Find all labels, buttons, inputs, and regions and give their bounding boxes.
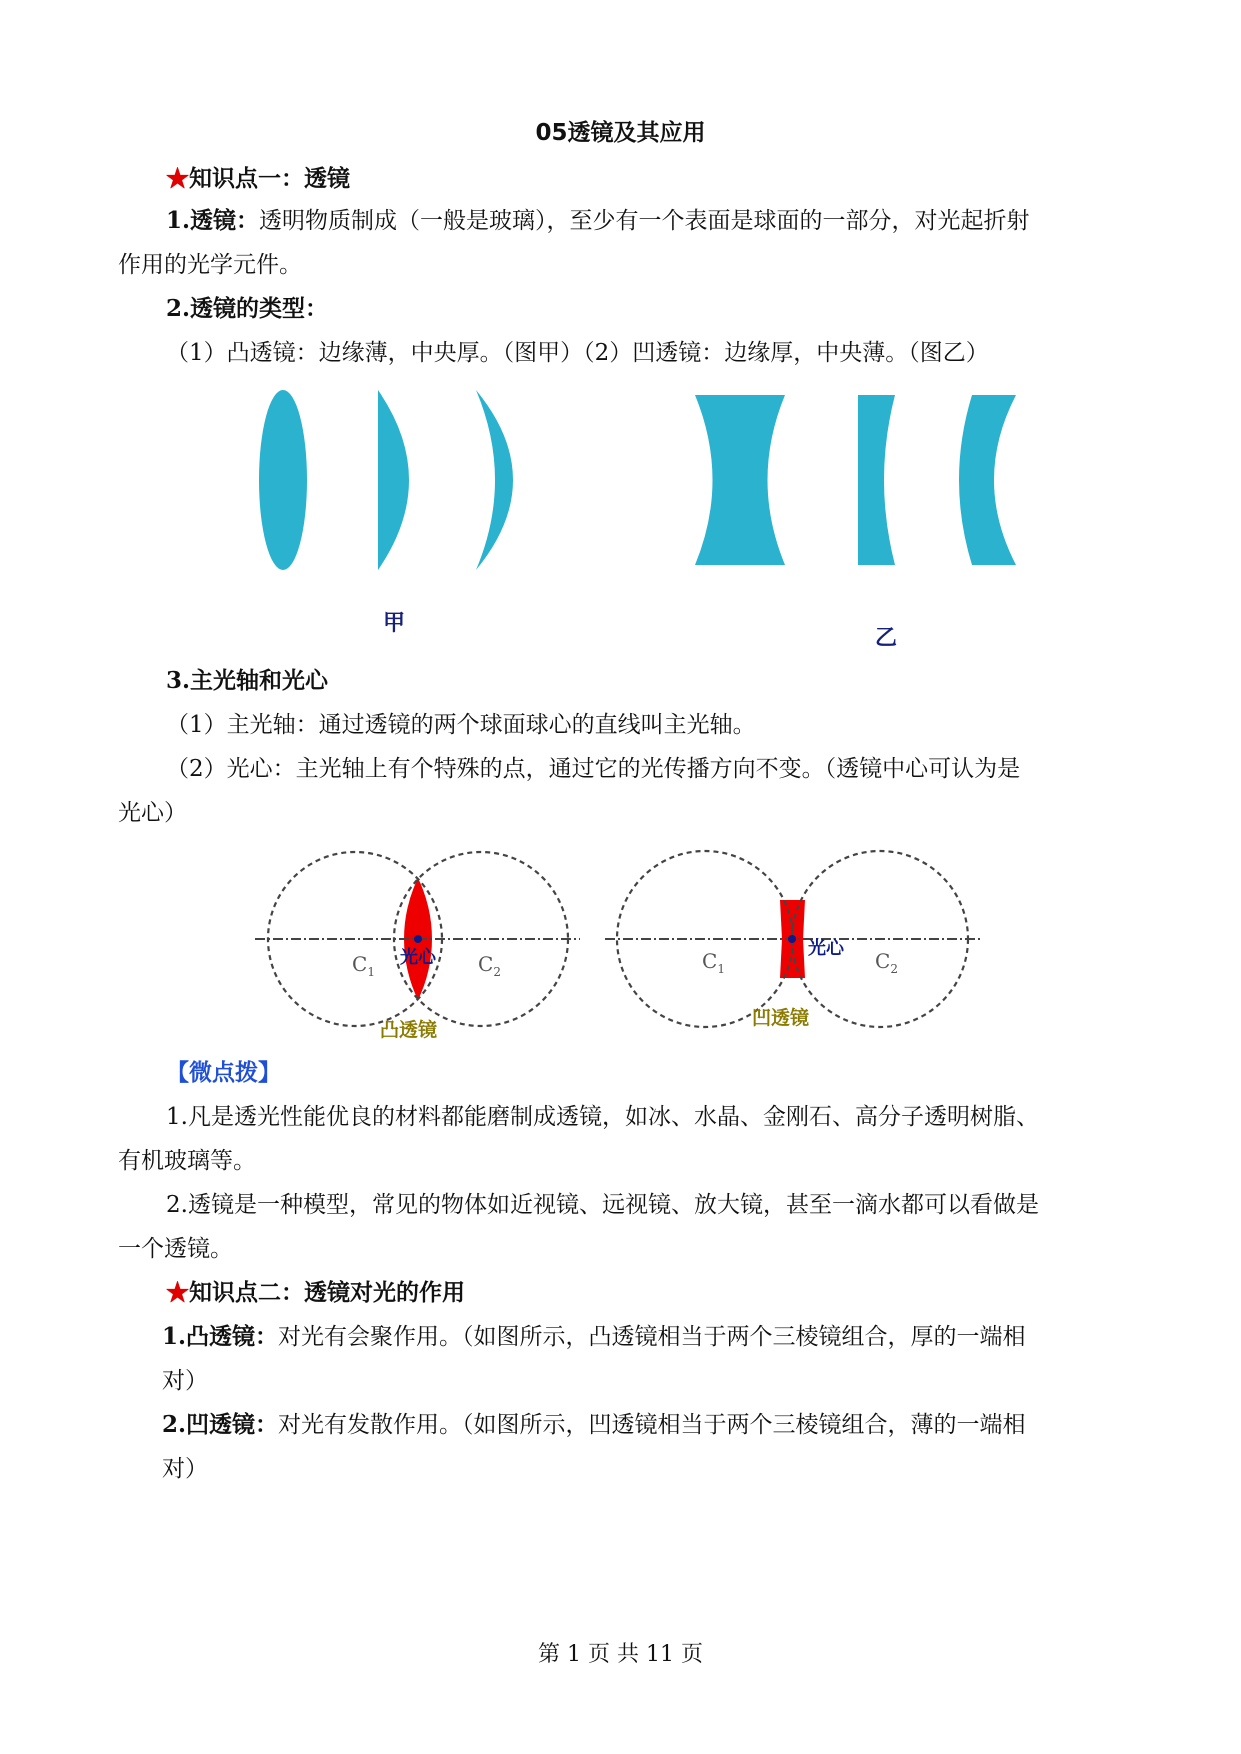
s3-p1: （1）主光轴：通过透镜的两个球面球心的直线叫主光轴。 <box>166 712 756 738</box>
tip-p2b: 一个透镜。 <box>118 1236 233 1262</box>
s3-p2b: 光心） <box>118 800 187 826</box>
s1-label: 1.透镜： <box>166 207 260 234</box>
biconcave-lens-shape <box>695 395 785 565</box>
s3-p2a: （2）光心：主光轴上有个特殊的点，通过它的光传播方向不变。（透镜中心可认为是 <box>166 756 1021 782</box>
kp2-l2-cont: 对） <box>162 1456 208 1482</box>
lens-types-figure <box>230 380 1050 660</box>
tip-p2a: 2.透镜是一种模型，常见的物体如近视镜、远视镜、放大镜，甚至一滴水都可以看做是 <box>166 1192 1039 1218</box>
figure-label-jia: 甲 <box>383 610 406 635</box>
star-icon: ★ <box>166 165 189 192</box>
optical-center-figure <box>250 838 990 1050</box>
kp2-l1-text: 对光有会聚作用。（如图所示，凸透镜相当于两个三棱镜组合，厚的一端相 <box>278 1324 1026 1350</box>
convex-optical-center-dot <box>414 935 422 943</box>
convex-c1-label: $C_1$ <box>352 952 375 979</box>
concave-caption: 凹透镜 <box>752 1007 810 1029</box>
concave-c2-label: $C_2$ <box>875 949 898 976</box>
page-footer: 第 1 页 共 11 页 <box>538 1642 703 1667</box>
s1-line2: 作用的光学元件。 <box>118 252 302 278</box>
s2-label: 2.透镜的类型： <box>166 295 329 322</box>
kp2-heading <box>166 1278 465 1308</box>
s1-line1 <box>166 206 1030 236</box>
kp2-l1-label: 1.凸透镜： <box>162 1323 279 1350</box>
convex-caption: 凸透镜 <box>380 1019 438 1041</box>
kp2-l1-cont: 对） <box>162 1368 208 1394</box>
planoconvex-lens-shape <box>378 390 409 570</box>
s3-label: 3.主光轴和光心 <box>166 667 329 694</box>
convex-center-label: 光心 <box>400 947 436 968</box>
concave-optical-center-dot <box>788 935 796 943</box>
concave-c1-label: $C_1$ <box>702 949 725 976</box>
tip-p1b: 有机玻璃等。 <box>118 1148 256 1174</box>
kp1-heading-text: 知识点一：透镜 <box>189 165 350 192</box>
meniscus-concave-lens-shape <box>959 395 1016 565</box>
meniscus-convex-lens-shape <box>476 390 513 570</box>
planoconcave-lens-shape <box>858 395 895 565</box>
page-title: 05透镜及其应用 <box>535 120 706 146</box>
concave-center-label: 光心 <box>808 938 844 959</box>
kp2-line2 <box>162 1410 1026 1440</box>
biconvex-lens-shape <box>259 390 307 570</box>
tip-p1a: 1.凡是透光性能优良的材料都能磨制成透镜，如冰、水晶、金刚石、高分子透明树脂、 <box>166 1104 1039 1130</box>
tip-heading: 【微点拨】 <box>166 1059 281 1086</box>
kp2-line1 <box>162 1322 1026 1352</box>
figure-label-yi: 乙 <box>875 625 898 650</box>
kp1-heading <box>166 164 350 194</box>
star-icon: ★ <box>166 1279 189 1306</box>
convex-c2-label: $C_2$ <box>478 952 501 979</box>
kp2-l2-label: 2.凹透镜： <box>162 1411 279 1438</box>
s2-types: （1）凸透镜：边缘薄，中央厚。（图甲）（2）凹透镜：边缘厚，中央薄。（图乙） <box>166 340 989 366</box>
s1-text-a: 透明物质制成（一般是玻璃），至少有一个表面是球面的一部分，对光起折射 <box>259 208 1030 234</box>
kp2-l2-text: 对光有发散作用。（如图所示，凹透镜相当于两个三棱镜组合，薄的一端相 <box>278 1412 1026 1438</box>
kp2-heading-text: 知识点二：透镜对光的作用 <box>189 1279 465 1306</box>
